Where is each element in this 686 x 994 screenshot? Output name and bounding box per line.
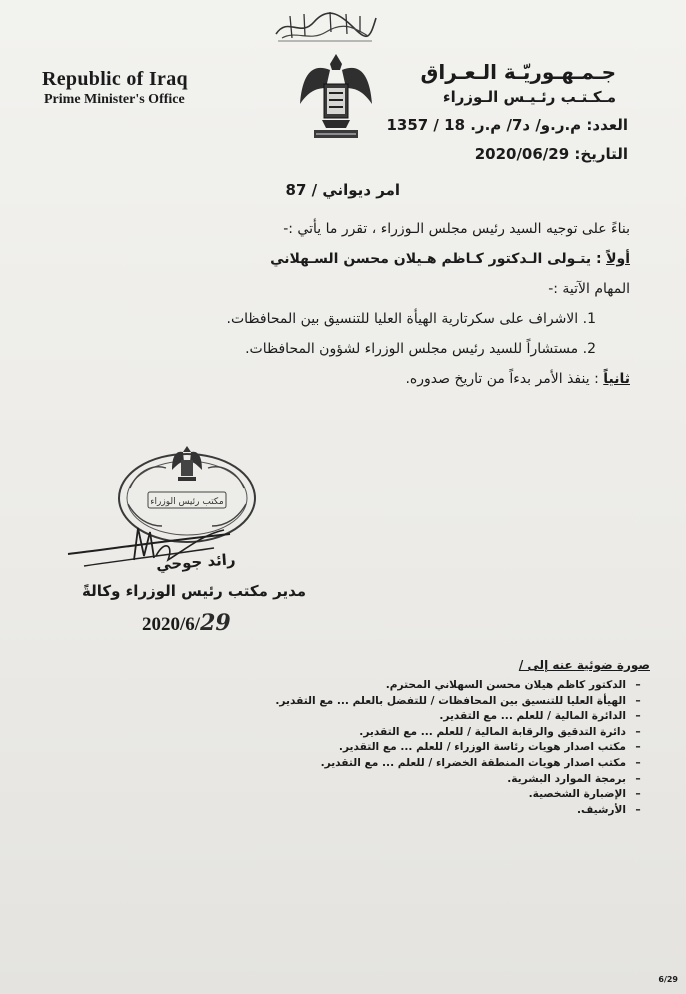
second-clause-label: ثانياً bbox=[603, 371, 630, 387]
duties-intro: المهام الآتية :- bbox=[548, 281, 630, 297]
second-clause-text: : ينفذ الأمر بدءاً من تاريخ صدوره. bbox=[405, 371, 599, 387]
duty-item-2: 2. مستشاراً للسيد رئيس مجلس الوزراء لشؤون المحافظات. bbox=[245, 341, 596, 357]
english-country-title: Republic of Iraq bbox=[42, 68, 188, 90]
reference-value: م.ر.و/ د7/ م.ر. 18 / 1357 bbox=[386, 116, 582, 134]
cc-item: – مكتب اصدار هويات المنطقة الخضراء / للعلم ... مع التقدير. bbox=[275, 756, 650, 772]
handwritten-signature bbox=[64, 520, 237, 580]
signature-date-printed: 2020/6/ bbox=[142, 614, 201, 635]
duty-item-1: 1. الاشراف على سكرتارية الهيأة العليا للتنسيق بين المحافظات. bbox=[226, 311, 596, 327]
order-first-clause bbox=[30, 244, 630, 274]
reference-number-line bbox=[386, 116, 628, 134]
arabic-office-subtitle: مـكـتـب رئـيـس الـوزراء bbox=[442, 88, 616, 106]
order-second-clause bbox=[30, 364, 630, 394]
first-clause-text: : يتـولى الـدكتور كـاظم هـيلان محسن السـهلاني bbox=[270, 251, 602, 267]
basmala-calligraphy bbox=[270, 8, 380, 46]
english-office-subtitle: Prime Minister's Office bbox=[44, 92, 185, 107]
cc-item: – الأرشيف. bbox=[275, 803, 650, 819]
iraq-eagle-emblem-icon bbox=[296, 48, 376, 148]
signature-date bbox=[142, 610, 231, 636]
document-date-line bbox=[475, 145, 628, 163]
seal-inscription: مكتب رئيس الوزراء bbox=[150, 497, 224, 507]
cc-item: – الإضبارة الشخصية. bbox=[275, 787, 650, 803]
cc-item: – الدائرة المالية / للعلم ... مع التقدير. bbox=[275, 709, 650, 725]
signature-date-handwritten: 29 bbox=[200, 610, 231, 636]
cc-item: – دائرة التدقيق والرقابة المالية / للعلم ... مع التقدير. bbox=[275, 725, 650, 741]
reference-label: العدد: bbox=[586, 116, 628, 134]
order-body bbox=[30, 214, 630, 394]
order-intro: بناءً على توجيه السيد رئيس مجلس الـوزراء ، تقرر ما يأتي :- bbox=[283, 221, 630, 237]
first-clause-label: أولاً bbox=[606, 251, 630, 267]
date-value: 2020/06/29 bbox=[474, 145, 570, 163]
cc-item: – مكتب اصدار هويات رئاسة الوزراء / للعلم ... مع التقدير. bbox=[275, 740, 650, 756]
cc-item: – الدكتور كاظم هيلان محسن السهلاني المحترم. bbox=[275, 678, 650, 694]
order-title: امر ديواني / 87 bbox=[285, 181, 400, 199]
arabic-country-title: جـمـهـوريّـة الـعـراق bbox=[420, 60, 616, 84]
page-mark: 6/29 bbox=[658, 975, 678, 984]
cc-title: صورة ضوئية عنه إلى / bbox=[518, 658, 650, 672]
date-label: التاريخ: bbox=[574, 145, 628, 163]
cc-item: – برمجة الموارد البشرية. bbox=[275, 772, 650, 788]
cc-item: – الهيأة العليا للتنسيق بين المحافظات / للتفضل بالعلم ... مع التقدير. bbox=[275, 694, 650, 710]
signer-title: مدير مكتب رئيس الوزراء وكالةً bbox=[82, 582, 307, 600]
cc-recipient-list bbox=[275, 678, 650, 818]
signer-name: رائد جوحي bbox=[155, 550, 237, 574]
